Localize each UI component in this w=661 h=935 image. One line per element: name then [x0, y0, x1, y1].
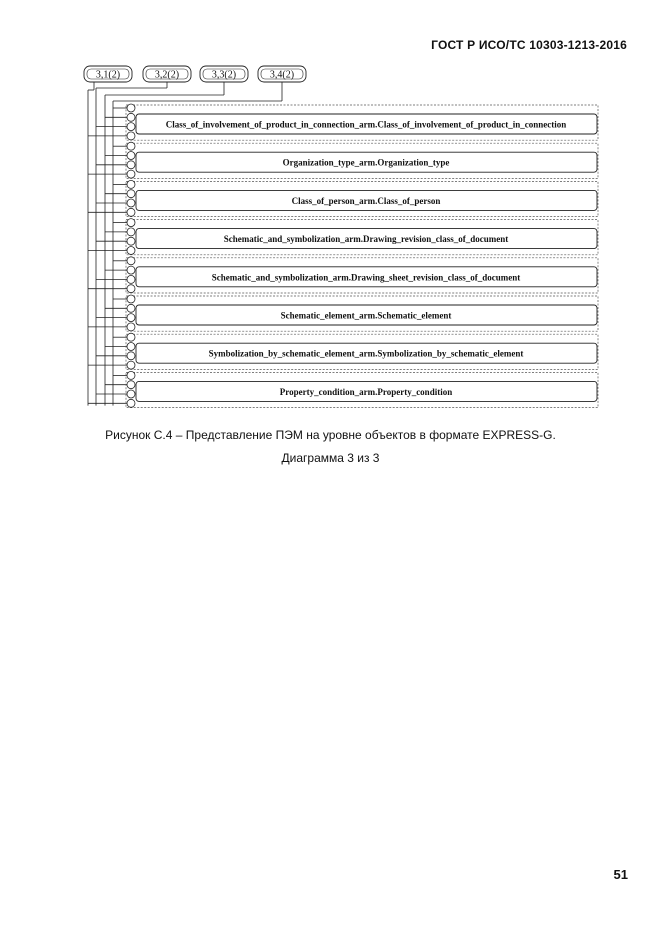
relationship-circle — [127, 170, 135, 178]
entity-label: Class_of_person_arm.Class_of_person — [291, 195, 441, 206]
page-reference-label: 3,1(2) — [95, 69, 121, 81]
relationship-circle — [127, 113, 135, 121]
relationship-circle — [127, 399, 135, 407]
entity-label: Schematic_and_symbolization_arm.Drawing_revision_class_of_document — [223, 234, 509, 245]
relationship-circle — [127, 180, 135, 188]
relationship-circle — [127, 381, 135, 389]
relationship-circle — [127, 333, 135, 341]
page-reference-label: 3,3(2) — [211, 69, 237, 81]
relationship-circle — [127, 314, 135, 322]
relationship-circle — [127, 371, 135, 379]
relationship-circle — [127, 257, 135, 265]
relationship-circle — [127, 132, 135, 140]
relationship-circle — [127, 190, 135, 198]
entity-row — [126, 257, 598, 293]
express-g-diagram — [0, 0, 661, 420]
relationship-circle — [127, 295, 135, 303]
entity-row — [126, 142, 598, 178]
relationship-circle — [127, 304, 135, 312]
relationship-circle — [127, 247, 135, 255]
entity-row — [126, 333, 598, 369]
entity-label: Schematic_element_arm.Schematic_element — [280, 310, 452, 321]
relationship-circle — [127, 208, 135, 216]
page-reference-label: 3,2(2) — [154, 69, 180, 81]
relationship-circle — [127, 142, 135, 150]
page-reference-label: 3,4(2) — [269, 69, 295, 81]
relationship-circle — [127, 123, 135, 131]
page-number: 51 — [613, 867, 628, 882]
relationship-circle — [127, 352, 135, 360]
relationship-circle — [127, 266, 135, 274]
document-header: ГОСТ Р ИСО/ТС 10303-1213-2016 — [431, 38, 627, 52]
relationship-circle — [127, 323, 135, 331]
entity-row — [126, 180, 598, 216]
relationship-circle — [127, 285, 135, 293]
relationship-circle — [127, 228, 135, 236]
entity-row — [126, 295, 598, 331]
entity-row — [126, 371, 598, 407]
entity-label: Schematic_and_symbolization_arm.Drawing_sheet_revision_class_of_document — [211, 272, 521, 283]
entity-label: Symbolization_by_schematic_element_arm.Symbolization_by_schematic_element — [208, 348, 524, 359]
figure-caption: Рисунок С.4 – Представление ПЭМ на уровне объектов в формате EXPRESS-G. — [105, 428, 556, 442]
relationship-circle — [127, 104, 135, 112]
entity-row — [126, 219, 598, 255]
relationship-circle — [127, 390, 135, 398]
relationship-circle — [127, 343, 135, 351]
relationship-circle — [127, 237, 135, 245]
entity-label: Class_of_involvement_of_product_in_connection_arm.Class_of_involvement_of_product_in_connection — [165, 119, 567, 130]
relationship-circle — [127, 275, 135, 283]
relationship-circle — [127, 361, 135, 369]
relationship-circle — [127, 152, 135, 160]
relationship-circle — [127, 161, 135, 169]
page-reference-3 — [200, 66, 248, 82]
page-reference-1 — [84, 66, 132, 82]
entity-row — [126, 104, 598, 140]
entity-label: Organization_type_arm.Organization_type — [282, 157, 450, 168]
page-reference-2 — [143, 66, 191, 82]
relationship-circle — [127, 219, 135, 227]
page-reference-4 — [258, 66, 306, 82]
entity-label: Property_condition_arm.Property_condition — [279, 386, 453, 397]
relationship-circle — [127, 199, 135, 207]
figure-subcaption: Диаграмма 3 из 3 — [281, 451, 380, 465]
